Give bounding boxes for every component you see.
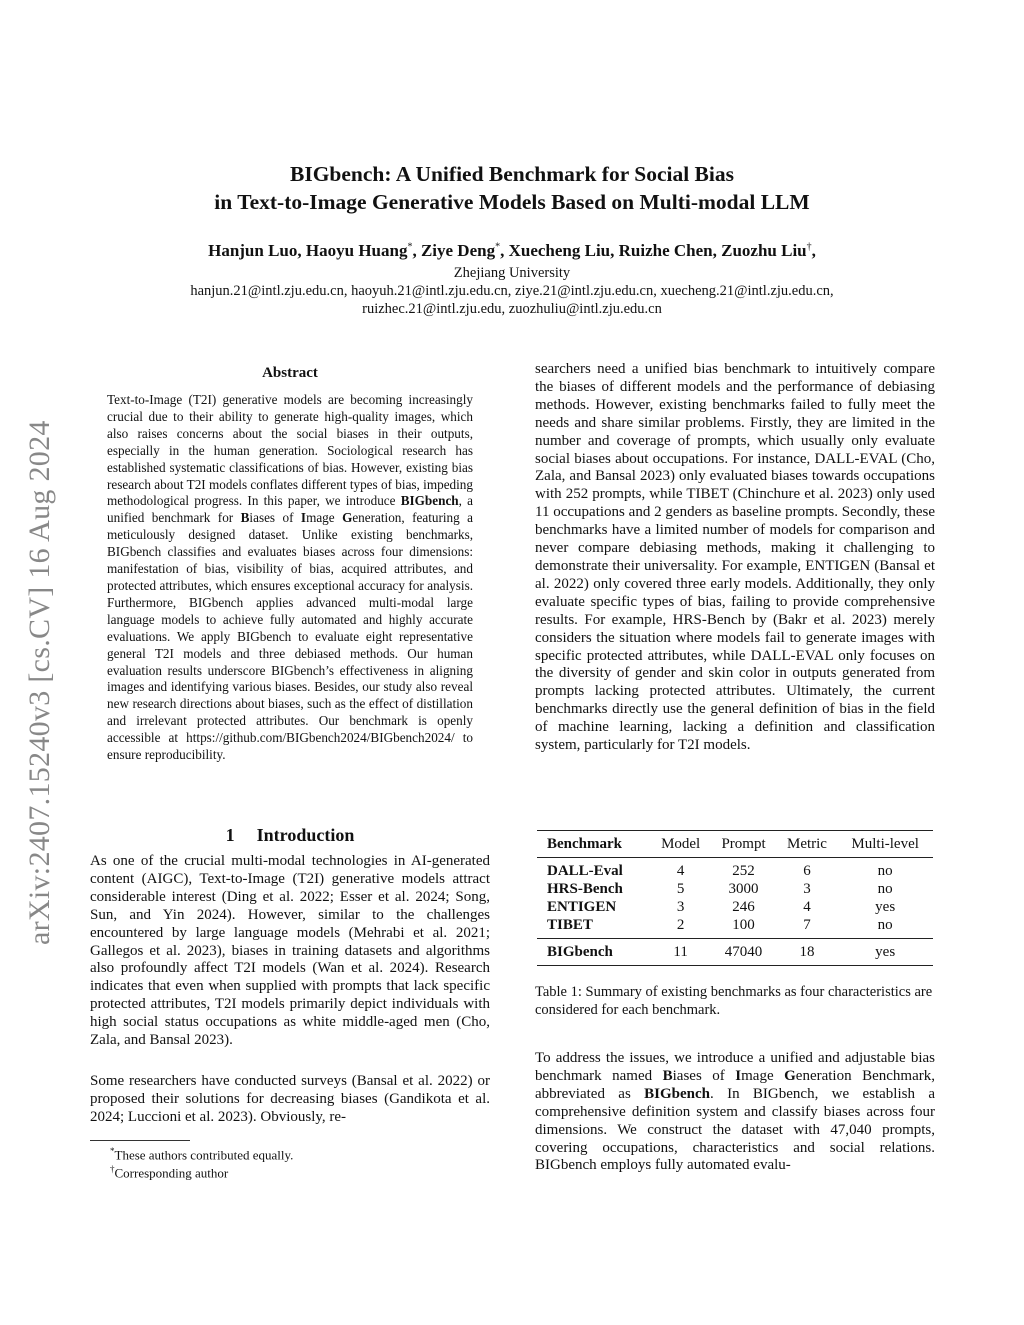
table-cell: HRS-Bench — [547, 880, 623, 897]
table-cell: DALL-Eval — [547, 862, 623, 879]
table-cell: yes — [875, 898, 896, 915]
table-cell: ENTIGEN — [547, 898, 617, 915]
table-cell: BIGbench — [547, 943, 613, 960]
table-header-cell: Multi-level — [851, 835, 919, 852]
table-cell: 3000 — [728, 880, 759, 897]
table-cell: no — [877, 916, 893, 933]
table-cell: 3 — [803, 880, 811, 897]
right-col-paragraph-1: searchers need a unified bias benchmark to intuitively compare the biases of different models and the performance of debiasing methods. However, existing benchmarks failed to fully meet the needs and share similar problems. Firstly, they are limited in the number and coverage of prompts, which usually only evaluate social biases about occupations. For instance, DALL-EVAL (Cho, Zala, and Bansal 2023) only evaluated biases towards occupations with 252 prompts, while TIBET (Chinchure et al. 2023) only used 11 occupations and 2 genders as baseline prompts. Secondly, these benchmarks have a limited number of models for comparison and never compare debiasing methods, making it challenging to demonstrate their universality. For example, ENTIGEN (Bansal et al. 2022) only covered three early models. Additionally, they only evaluate specific types of bias, failing to provide comprehensive results. For example, HRS-Bench by (Bakr et al. 2023) merely considers the situation where models fail to generate images with specific protected attributes, while DALL-EVAL only focuses on the diversity of gender and skin color in outputs generated from prompts lacking protected attributes. Ultimately, the current benchmarks directly use the general definition of bias in the field of machine learning, lacking a definition and classification system, particularly for T2I models. — [535, 361, 935, 754]
table-header-cell: Prompt — [721, 835, 766, 852]
table-row-bigbench — [537, 939, 933, 966]
table-cell: 6 — [803, 862, 811, 879]
arxiv-identifier: arXiv:2407.15240v3 [cs.CV] 16 Aug 2024 — [23, 420, 56, 945]
footnote-2: †Corresponding author — [110, 1164, 229, 1181]
table-cell: 252 — [732, 862, 755, 879]
table-cell: TIBET — [547, 916, 593, 933]
table-header-cell: Model — [661, 835, 701, 852]
table-cell: 5 — [676, 880, 685, 897]
table-cell: no — [877, 862, 893, 879]
author-6: Zuozhu Liu†, — [721, 240, 816, 260]
table-cell: 100 — [732, 916, 755, 933]
author-4: Xuecheng Liu, — [508, 240, 619, 260]
footnote-1: *These authors contributed equally. — [110, 1146, 294, 1163]
author-2: Haoyu Huang*, — [305, 240, 421, 260]
table-cell: 7 — [803, 916, 811, 933]
table-cell: 18 — [799, 943, 815, 960]
intro-paragraph-2: Some researchers have conducted surveys (Bansal et al. 2022) or proposed their solutions for decreasing biases (Gandikota et al. 2024; Luccioni et al. 2023). Obviously, re- — [90, 1073, 490, 1125]
table-cell: 3 — [676, 898, 685, 915]
table-cell: no — [877, 880, 893, 897]
author-3: Ziye Deng*, — [420, 240, 509, 260]
affiliation-block — [0, 264, 1024, 318]
table-cell: 47040 — [724, 943, 763, 960]
benchmark-table — [537, 830, 933, 966]
paper-title — [0, 160, 1024, 216]
table-cell: 4 — [676, 862, 685, 879]
table-header-row — [537, 831, 933, 858]
abstract-heading: Abstract — [262, 365, 318, 381]
table-row — [537, 858, 933, 881]
table-row — [537, 898, 933, 916]
table-header-cell: Benchmark — [547, 835, 622, 852]
author-1: Hanjun Luo, — [208, 240, 306, 260]
email-line-2: ruizhec.21@intl.zju.edu, zuozhuliu@intl.zju.edu.cn — [362, 301, 662, 317]
email-line-1: hanjun.21@intl.zju.edu.cn, haoyuh.21@intl.zju.edu.cn, ziye.21@intl.zju.edu.cn, xuecheng.21@intl.zju.edu.cn, — [190, 283, 834, 299]
author-5: Ruizhe Chen, — [618, 240, 722, 260]
table-cell: 246 — [732, 898, 755, 915]
footnote-rule — [90, 1140, 190, 1141]
title-line-2: in Text-to-Image Generative Models Based on Multi-modal LLM — [214, 190, 810, 214]
section-heading-introduction: 1 Introduction — [225, 825, 355, 845]
table-header-cell: Metric — [786, 835, 827, 852]
author-list — [0, 235, 1024, 263]
title-line-1: BIGbench: A Unified Benchmark for Social Bias — [290, 162, 734, 186]
table-caption: Table 1: Summary of existing benchmarks as four characteristics are considered for each benchmark. — [535, 984, 933, 1018]
table-cell: 2 — [676, 916, 685, 933]
abstract-text: Text-to-Image (T2I) generative models are becoming increasingly crucial due to their ability to generate high-quality images, which also raises concerns about the social biases in their outputs, especially in the human generation. Sociological research has established systematic classifications of bias. However, existing bias research about T2I models conflates different types of bias, impeding methodological progress. In this paper, we introduce BIGbench, a unified benchmark for Biases of Image Generation, featuring a meticulously designed dataset. Unlike existing benchmarks, BIGbench classifies and evaluates biases across four dimensions: manifestation of bias, visibility of bias, acquired attributes, and protected attributes, which ensures exceptional accuracy for analysis. Furthermore, BIGbench applies advanced multi-modal large language models to achieve fully automated and highly accurate evaluations. We apply BIGbench to evaluate eight representative general T2I models and three debiased methods. Our human evaluation results underscore BIGbench’s effectiveness in aligning images and identifying various biases. Besides, our study also reveal new research directions about biases, such as the effect of distillation and irrelevant protected attributes. Our benchmark is openly accessible at https://github.com/BIGbench2024/BIGbench2024/ to ensure reproducibility. — [107, 392, 474, 763]
table-cell: yes — [875, 943, 896, 960]
table-cell: 11 — [673, 943, 688, 960]
table-cell: 4 — [803, 898, 811, 915]
intro-paragraph-1: As one of the crucial multi-modal technologies in AI-generated content (AIGC), Text-to-Image (T2I) generative models attract considerable interest (Ding et al. 2022; Esser et al. 2024; Song, Sun, and Yin 2024). However, similar to the challenges encountered by large language models (Mehrabi et al. 2021; Gallegos et al. 2023), biases in training datasets and algorithms also profoundly affect T2I models (Wan et al. 2024). Research indicates that even when supplied with prompts that lack specific protected attributes, T2I models primarily depict individuals with high social status occupations as white middle-aged men (Cho, Zala, and Bansal 2023). — [90, 853, 490, 1049]
table-row — [537, 916, 933, 939]
right-col-paragraph-2: To address the issues, we introduce a unified and adjustable bias benchmark named Biases of Image Generation Benchmark, abbreviated as BIGbench. In BIGbench, we establish a comprehensive definition system and classify biases across four dimensions. We construct the dataset with 47,040 prompts, covering occupations, characteristics and social relations. BIGbench employs fully automated evalu- — [535, 1050, 935, 1174]
table-row — [537, 880, 933, 898]
affiliation: Zhejiang University — [453, 265, 571, 281]
